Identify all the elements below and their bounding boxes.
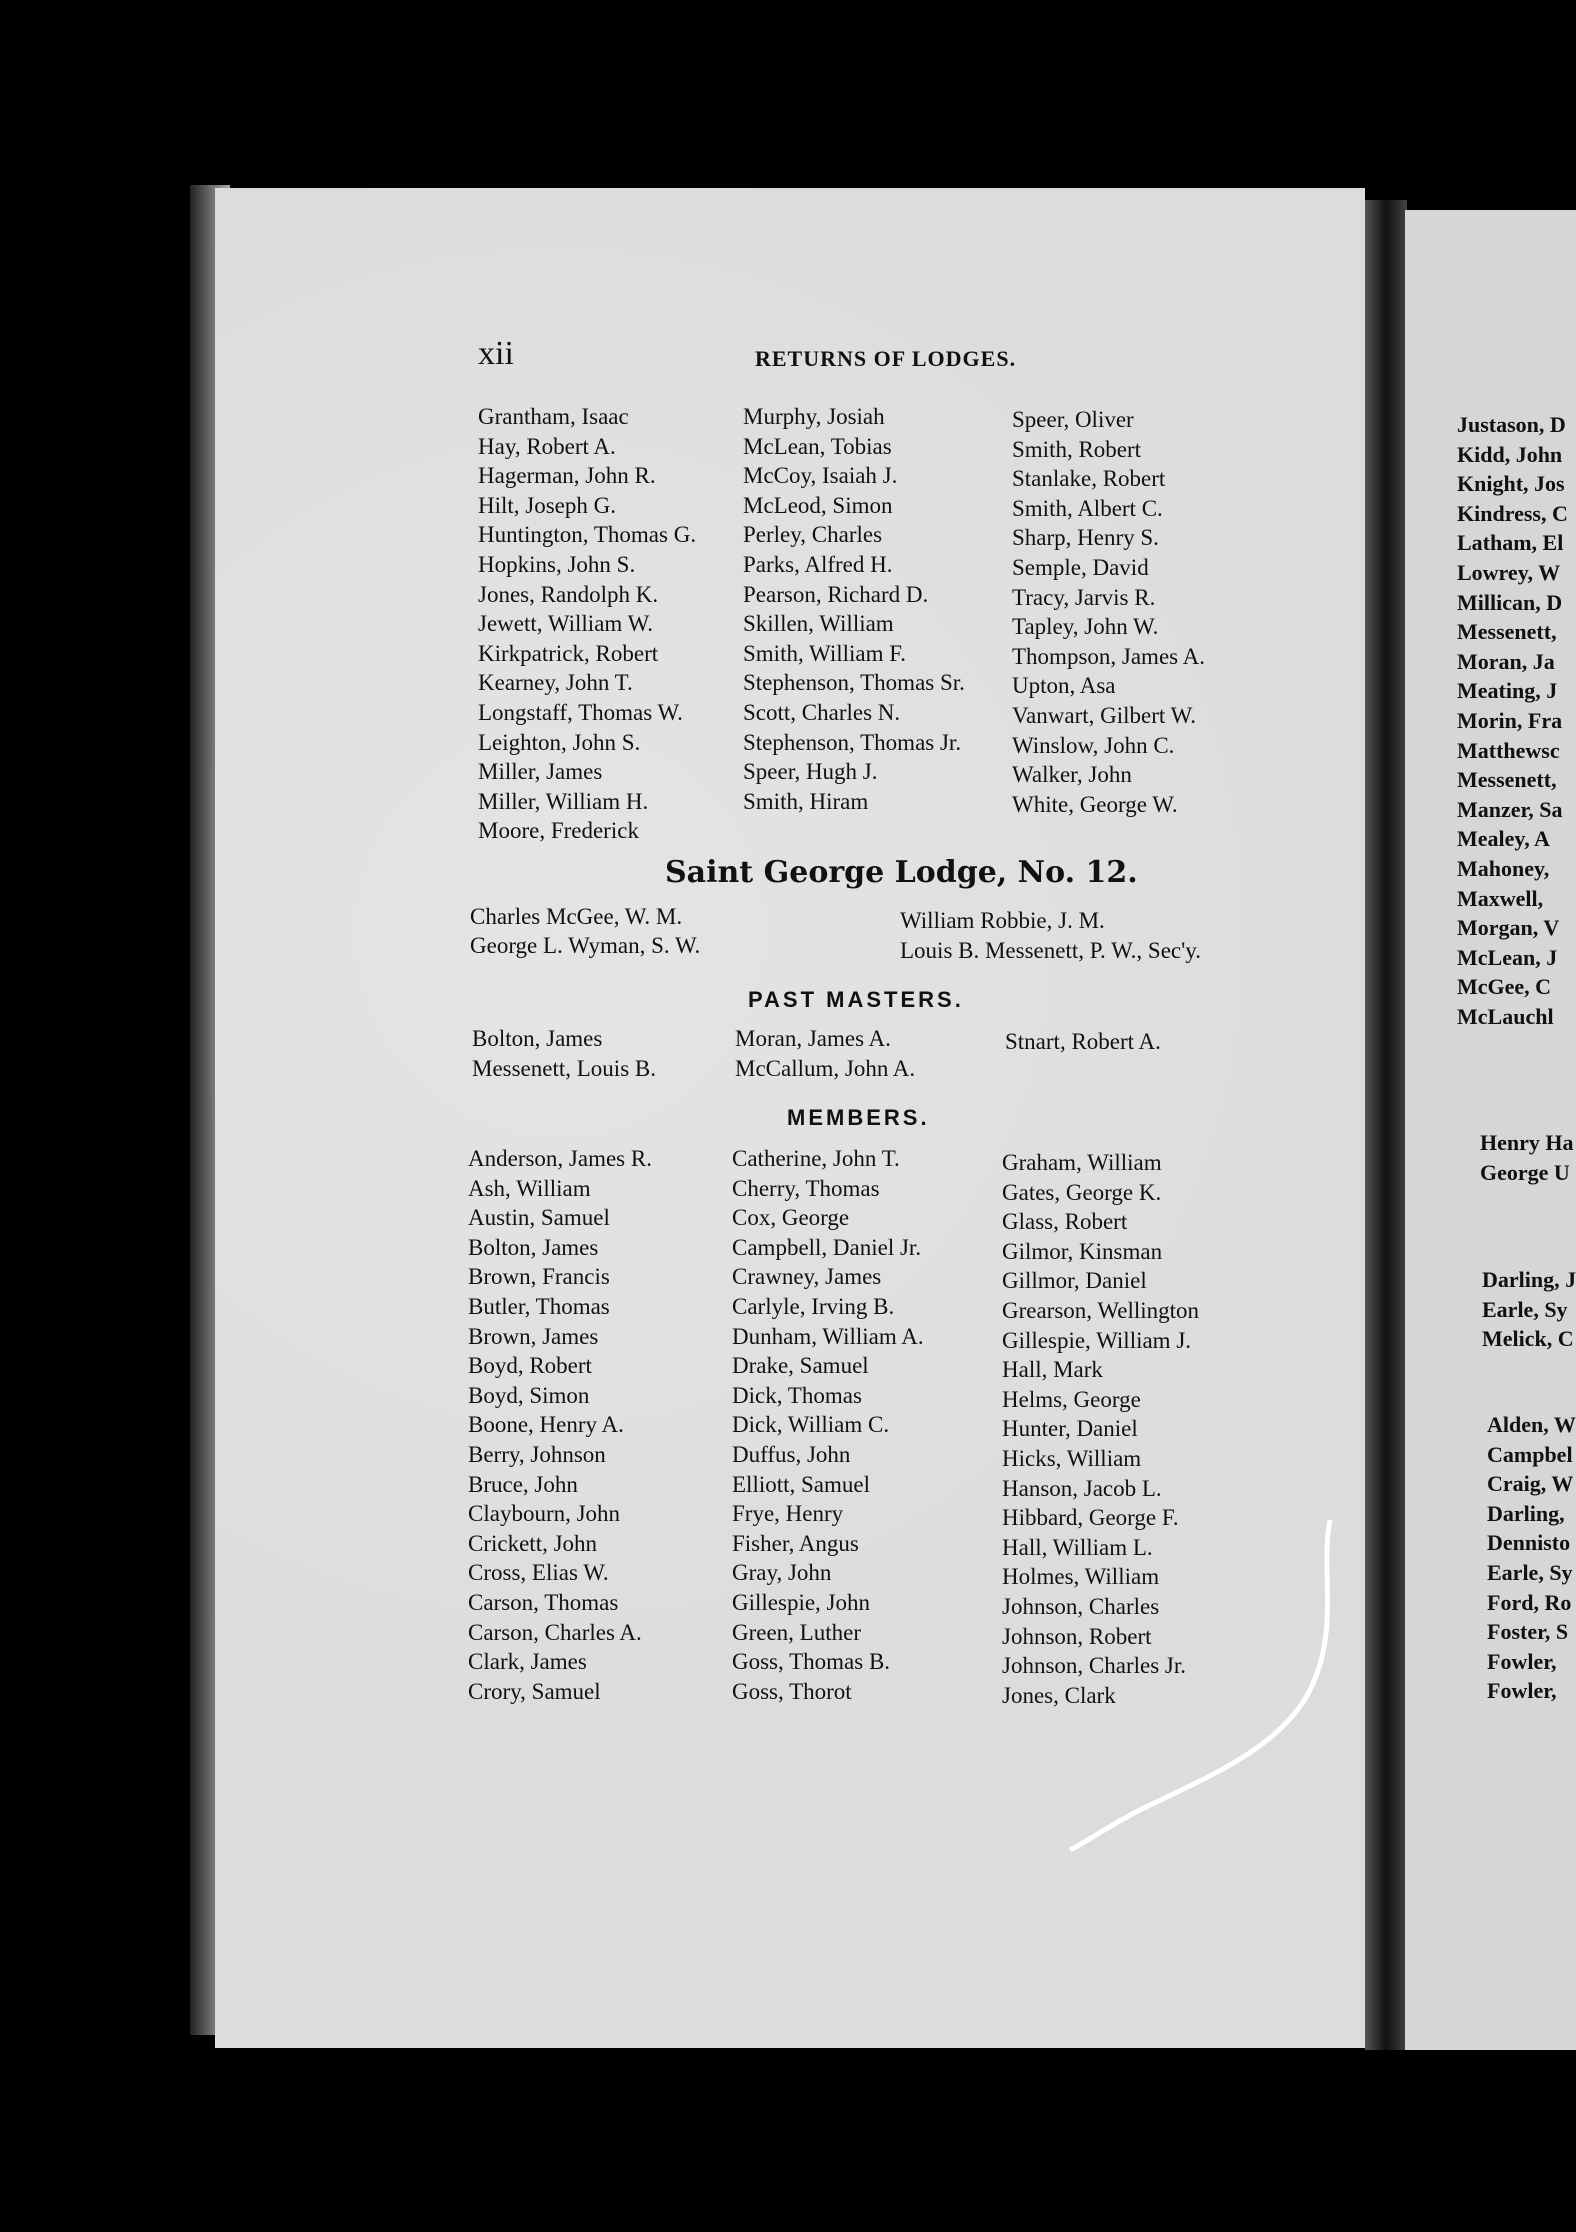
list-item: Moore, Frederick xyxy=(478,818,639,844)
list-item: Fisher, Angus xyxy=(732,1530,859,1556)
officer-wm: Charles McGee, W. M. xyxy=(470,904,683,929)
list-item: Smith, William F. xyxy=(743,640,906,666)
list-item: Messenett, xyxy=(1457,619,1557,645)
list-item: Alden, W xyxy=(1487,1412,1576,1437)
list-item: Hay, Robert A. xyxy=(478,433,616,459)
list-item: Bruce, John xyxy=(468,1471,578,1497)
list-item: Thompson, James A. xyxy=(1012,643,1205,669)
officer-jm: William Robbie, J. M. xyxy=(900,908,1105,933)
list-item: Crawney, James xyxy=(732,1264,882,1290)
list-item: Perley, Charles xyxy=(743,522,883,548)
list-item: Stephenson, Thomas Sr. xyxy=(743,670,965,696)
list-item: Crickett, John xyxy=(468,1530,598,1556)
list-item: McCallum, John A. xyxy=(735,1055,916,1081)
members-col1 xyxy=(468,1144,652,1706)
list-item: Smith, Robert xyxy=(1012,436,1142,462)
list-item: Dick, William C. xyxy=(732,1412,890,1438)
list-item: Johnson, Robert xyxy=(1002,1623,1152,1649)
list-item: Darling, J xyxy=(1482,1267,1576,1292)
list-item: McLeod, Simon xyxy=(743,492,893,518)
scratch-mark xyxy=(1030,1510,1350,1860)
list-item: Hopkins, John S. xyxy=(478,551,636,577)
top-list-col1 xyxy=(478,402,696,846)
list-item: Semple, David xyxy=(1012,554,1149,580)
members-col2 xyxy=(732,1144,924,1706)
list-item: Stanlake, Robert xyxy=(1012,466,1166,492)
list-item: Johnson, Charles Jr. xyxy=(1002,1653,1186,1679)
list-item: Skillen, William xyxy=(743,611,894,637)
list-item: Mealey, A xyxy=(1457,826,1550,852)
list-item: Fowler, xyxy=(1487,1648,1557,1674)
list-item: Messenett, xyxy=(1457,767,1557,793)
list-item: Hanson, Jacob L. xyxy=(1002,1475,1162,1501)
list-item: Mahoney, xyxy=(1457,855,1550,881)
list-item: McCoy, Isaiah J. xyxy=(743,463,898,489)
list-item: Gray, John xyxy=(732,1560,832,1586)
list-item: Graham, William xyxy=(1002,1150,1162,1175)
list-item: Gillmor, Daniel xyxy=(1002,1268,1147,1294)
list-item: Lowrey, W xyxy=(1457,559,1561,585)
past-masters-heading: PAST MASTERS. xyxy=(748,987,964,1012)
list-item: Campbel xyxy=(1487,1441,1573,1467)
top-list-col3 xyxy=(1012,405,1205,819)
list-item: Melick, C xyxy=(1482,1326,1574,1352)
past-masters-col1 xyxy=(472,1024,656,1083)
list-item: Grantham, Isaac xyxy=(478,404,629,429)
past-masters-col2 xyxy=(735,1024,915,1083)
list-item: Hagerman, John R. xyxy=(478,463,656,489)
list-item: Morin, Fra xyxy=(1457,707,1563,733)
officer-pw-secretary: Louis B. Messenett, P. W., Sec'y. xyxy=(900,938,1202,963)
list-item: White, George W. xyxy=(1012,791,1178,817)
list-item: Hall, William L. xyxy=(1002,1534,1153,1560)
officer-sw: George L. Wyman, S. W. xyxy=(470,933,701,958)
list-item: Drake, Samuel xyxy=(732,1353,869,1379)
list-item: Carlyle, Irving B. xyxy=(732,1293,895,1319)
list-item: McLauchl xyxy=(1457,1003,1554,1029)
facing-page-block2 xyxy=(1480,1128,1576,1187)
list-item: Gates, George K. xyxy=(1002,1179,1162,1205)
list-item: Johnson, Charles xyxy=(1002,1593,1160,1619)
list-item: Matthewsc xyxy=(1457,737,1560,763)
list-item: Messenett, Louis B. xyxy=(472,1055,656,1081)
list-item: Knight, Jos xyxy=(1457,471,1565,497)
book-gutter xyxy=(1365,200,1407,2050)
facing-page-block3 xyxy=(1482,1265,1576,1354)
list-item: Cross, Elias W. xyxy=(468,1560,609,1586)
list-item: Clark, James xyxy=(468,1649,587,1675)
list-item: Glass, Robert xyxy=(1002,1209,1128,1235)
list-item: Campbell, Daniel Jr. xyxy=(732,1234,922,1260)
list-item: Holmes, William xyxy=(1002,1564,1160,1590)
list-item: Ford, Ro xyxy=(1487,1589,1572,1615)
list-item: McLean, Tobias xyxy=(743,433,892,459)
list-item: Hilt, Joseph G. xyxy=(478,492,616,518)
list-item: Boyd, Simon xyxy=(468,1382,590,1408)
list-item: Boyd, Robert xyxy=(468,1353,592,1379)
list-item: Hibbard, George F. xyxy=(1002,1505,1179,1531)
list-item: Upton, Asa xyxy=(1012,673,1116,699)
list-item: Goss, Thomas B. xyxy=(732,1649,891,1675)
list-item: Kearney, John T. xyxy=(478,670,633,696)
facing-page-block4 xyxy=(1487,1410,1576,1706)
past-masters-col3 xyxy=(1005,1027,1161,1057)
facing-page-block1 xyxy=(1457,410,1576,1031)
lodge-title: Saint George Lodge, No. 12. xyxy=(665,855,1138,890)
list-item: Fowler, xyxy=(1487,1678,1557,1704)
list-item: Boone, Henry A. xyxy=(468,1412,624,1438)
list-item: Duffus, John xyxy=(732,1441,851,1467)
list-item: McGee, C xyxy=(1457,974,1552,1000)
list-item: Leighton, John S. xyxy=(478,729,641,755)
list-item: Brown, Francis xyxy=(468,1264,610,1290)
list-item: Jones, Randolph K. xyxy=(478,581,659,607)
list-item: Carson, Thomas xyxy=(468,1589,619,1615)
list-item: Vanwart, Gilbert W. xyxy=(1012,702,1196,728)
list-item: Kirkpatrick, Robert xyxy=(478,640,659,666)
list-item: Stnart, Robert A. xyxy=(1005,1029,1161,1054)
list-item: Berry, Johnson xyxy=(468,1441,606,1467)
list-item: Brown, James xyxy=(468,1323,599,1349)
list-item: Frye, Henry xyxy=(732,1501,844,1527)
list-item: Dennisto xyxy=(1487,1530,1571,1556)
list-item: Darling, xyxy=(1487,1500,1565,1526)
list-item: Dunham, William A. xyxy=(732,1323,924,1349)
list-item: Bolton, James xyxy=(468,1234,599,1260)
list-item: Gillespie, John xyxy=(732,1589,870,1615)
list-item: Claybourn, John xyxy=(468,1501,621,1527)
list-item: Hall, Mark xyxy=(1002,1357,1103,1383)
list-item: Moran, James A. xyxy=(735,1026,891,1051)
list-item: Tapley, John W. xyxy=(1012,614,1159,640)
list-item: Crory, Samuel xyxy=(468,1678,601,1704)
list-item: Parks, Alfred H. xyxy=(743,551,893,577)
members-heading: MEMBERS. xyxy=(787,1105,930,1130)
list-item: Morgan, V xyxy=(1457,915,1560,941)
list-item: Ash, William xyxy=(468,1175,591,1201)
list-item: Miller, James xyxy=(478,759,603,785)
list-item: Foster, S xyxy=(1487,1619,1569,1645)
list-item: Moran, Ja xyxy=(1457,648,1555,674)
list-item: Winslow, John C. xyxy=(1012,732,1175,758)
list-item: Latham, El xyxy=(1457,530,1564,556)
page-number: xii xyxy=(478,335,514,372)
list-item: Smith, Hiram xyxy=(743,788,869,814)
list-item: Cox, George xyxy=(732,1205,850,1231)
list-item: Earle, Sy xyxy=(1482,1296,1568,1322)
list-item: Hunter, Daniel xyxy=(1002,1416,1138,1442)
list-item: Craig, W xyxy=(1487,1471,1574,1497)
list-item: Millican, D xyxy=(1457,589,1563,615)
list-item: McLean, J xyxy=(1457,944,1558,970)
list-item: Kindress, C xyxy=(1457,500,1568,526)
list-item: Kidd, John xyxy=(1457,441,1563,467)
list-item: Cherry, Thomas xyxy=(732,1175,880,1201)
list-item: Jewett, William W. xyxy=(478,611,653,637)
list-item: Stephenson, Thomas Jr. xyxy=(743,729,962,755)
list-item: Gillespie, William J. xyxy=(1002,1327,1192,1353)
list-item: Longstaff, Thomas W. xyxy=(478,699,683,725)
list-item: Tracy, Jarvis R. xyxy=(1012,584,1156,610)
list-item: Smith, Albert C. xyxy=(1012,495,1163,521)
list-item: Henry Ha xyxy=(1480,1130,1574,1155)
list-item: Hicks, William xyxy=(1002,1445,1142,1471)
list-item: Carson, Charles A. xyxy=(468,1619,642,1645)
list-item: Grearson, Wellington xyxy=(1002,1297,1200,1323)
list-item: Earle, Sy xyxy=(1487,1559,1573,1585)
list-item: George U xyxy=(1480,1159,1570,1185)
list-item: Miller, William H. xyxy=(478,788,649,814)
list-item: Jones, Clark xyxy=(1002,1682,1116,1708)
running-title: RETURNS OF LODGES. xyxy=(755,346,1017,371)
list-item: Goss, Thorot xyxy=(732,1678,852,1704)
list-item: Elliott, Samuel xyxy=(732,1471,870,1497)
list-item: Catherine, John T. xyxy=(732,1146,900,1171)
list-item: Scott, Charles N. xyxy=(743,699,901,725)
list-item: Meating, J xyxy=(1457,678,1558,704)
list-item: Huntington, Thomas G. xyxy=(478,522,697,548)
list-item: Anderson, James R. xyxy=(468,1146,652,1171)
list-item: Walker, John xyxy=(1012,762,1132,788)
list-item: Helms, George xyxy=(1002,1386,1141,1412)
list-item: Austin, Samuel xyxy=(468,1205,610,1231)
list-item: Speer, Hugh J. xyxy=(743,759,878,785)
list-item: Justason, D xyxy=(1457,412,1566,437)
list-item: Maxwell, xyxy=(1457,885,1544,911)
list-item: Gilmor, Kinsman xyxy=(1002,1238,1163,1264)
list-item: Sharp, Henry S. xyxy=(1012,525,1159,551)
list-item: Speer, Oliver xyxy=(1012,407,1134,432)
list-item: Butler, Thomas xyxy=(468,1293,610,1319)
list-item: Dick, Thomas xyxy=(732,1382,862,1408)
top-list-col2 xyxy=(743,402,965,816)
list-item: Pearson, Richard D. xyxy=(743,581,929,607)
list-item: Bolton, James xyxy=(472,1026,603,1051)
list-item: Murphy, Josiah xyxy=(743,404,885,429)
list-item: Green, Luther xyxy=(732,1619,861,1645)
list-item: Manzer, Sa xyxy=(1457,796,1563,822)
